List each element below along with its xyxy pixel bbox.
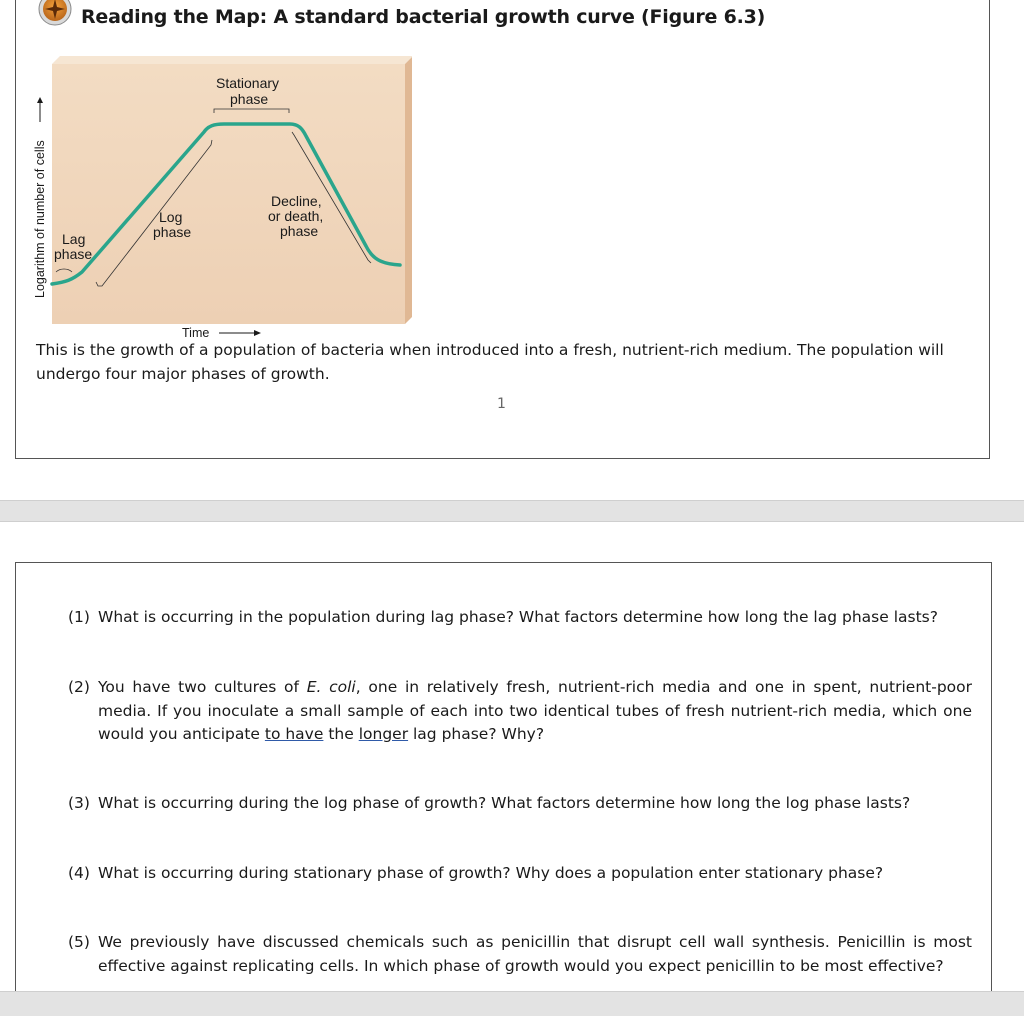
question-2 [68, 676, 972, 747]
question-number: (5) [68, 933, 90, 951]
question-4 [68, 862, 972, 886]
question-text: You have two cultures of E. coli, one in relatively fresh, nutrient-rich media and one in spent, nutrient-poor media. If you inoculate a small sample of each into two identical tubes of fresh nutrient-rich media, which one would you anticipate to have the longer lag phase? Why? [98, 678, 973, 743]
question-text: What is occurring in the population during lag phase? What factors determine how long the lag phase lasts? [98, 608, 938, 626]
lag-label-2: phase [54, 246, 93, 262]
page-title: Reading the Map: A standard bacterial growth curve (Figure 6.3) [81, 6, 766, 28]
growth-curve-figure [32, 50, 412, 342]
y-axis-label [33, 97, 47, 298]
figure-description: This is the growth of a population of bacteria when introduced into a fresh, nutrient-rich medium. The population will undergo four major phases of growth. [36, 341, 944, 383]
decline-label-2: or death, [268, 208, 324, 224]
question-text: What is occurring during the log phase of growth? What factors determine how long the log phase lasts? [98, 794, 911, 812]
lag-label-1: Lag [62, 231, 86, 247]
question-3 [68, 792, 972, 816]
grammar-underline: longer [358, 725, 409, 743]
question-number: (4) [68, 864, 90, 882]
species-name: E. coli [306, 678, 356, 696]
compass-badge-icon [38, 0, 72, 26]
log-label-1: Log [159, 209, 183, 225]
question-text: We previously have discussed chemicals such as penicillin that disrupt cell wall synthesis. Penicillin is most effective against replicating cells. In which phase of growth would you expect penicillin to be most effective? [98, 933, 972, 975]
question-1 [68, 606, 972, 630]
question-text: What is occurring during stationary phase of growth? Why does a population enter stationary phase? [98, 864, 884, 882]
x-axis-label: Time [182, 326, 210, 340]
question-5 [68, 931, 972, 978]
svg-text:Logarithm of number of cells: Logarithm of number of cells [33, 140, 47, 298]
page-number: 1 [497, 396, 506, 412]
grammar-underline: to have [264, 725, 324, 743]
panel-top-edge [52, 56, 412, 64]
log-label-2: phase [153, 224, 192, 240]
question-number: (1) [68, 608, 90, 626]
panel-side-edge [405, 56, 412, 324]
page-gap [0, 500, 1024, 522]
decline-label-3: phase [280, 223, 319, 239]
question-number: (2) [68, 678, 90, 696]
question-number: (3) [68, 794, 90, 812]
page-gap-bottom [0, 991, 1024, 1016]
stationary-label-2: phase [230, 91, 269, 107]
decline-label-1: Decline, [271, 193, 322, 209]
stationary-label-1: Stationary [216, 75, 280, 91]
x-axis-arrowhead [254, 330, 261, 336]
panel-face [52, 64, 405, 324]
